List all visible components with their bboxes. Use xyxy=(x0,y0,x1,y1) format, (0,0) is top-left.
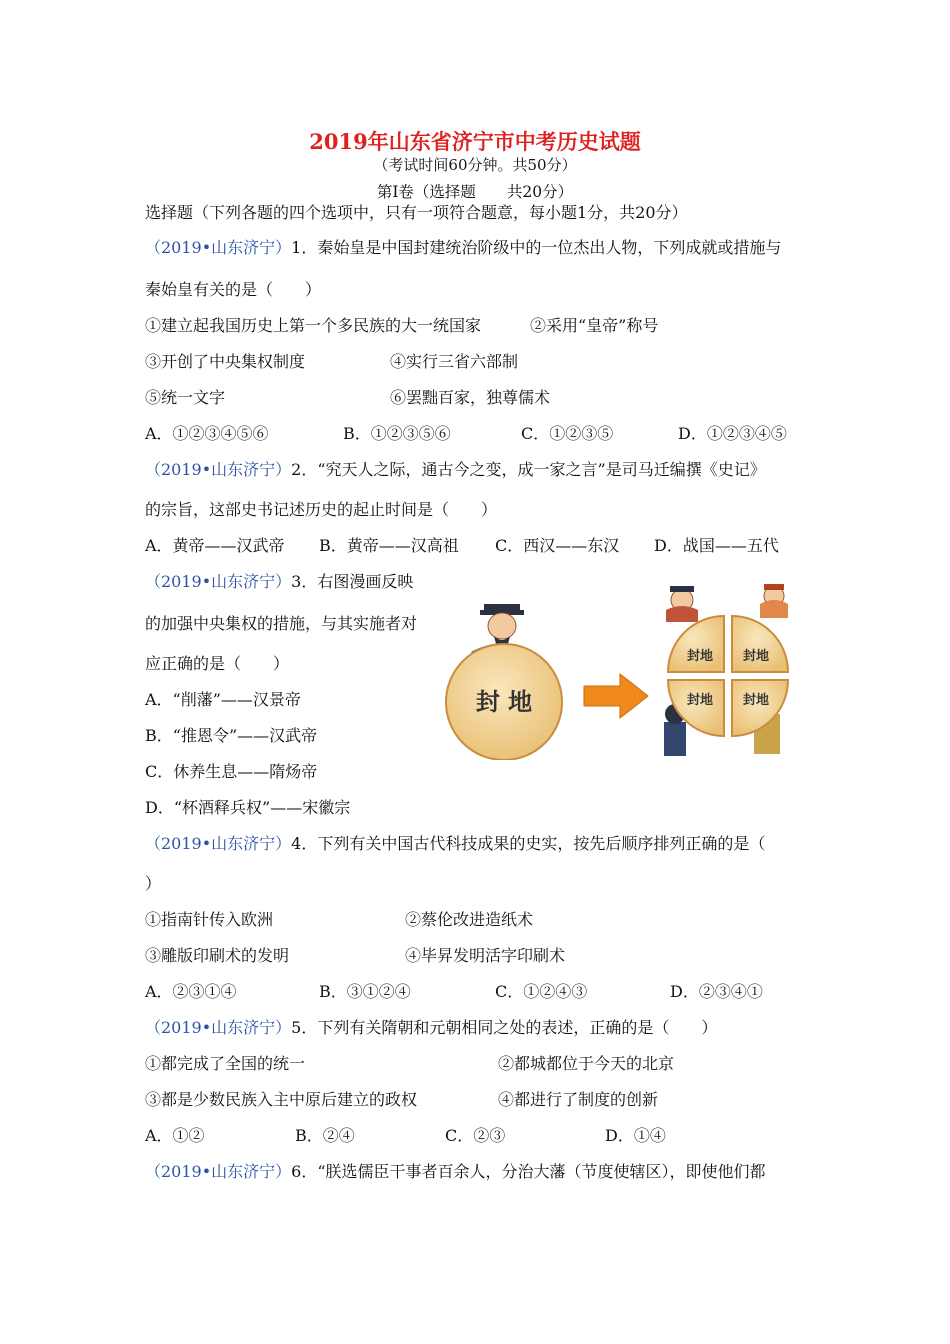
question-4-item: ①指南针传入欧洲 xyxy=(145,910,274,929)
question-source: （2019•山东济宁） xyxy=(145,1162,292,1181)
question-source: （2019•山东济宁） xyxy=(145,834,292,853)
question-1-item: ③开创了中央集权制度 xyxy=(145,352,306,371)
question-1-stem-cont: 秦始皇有关的是（ ） xyxy=(145,280,322,299)
question-3-stem-cont: 应正确的是（ ） xyxy=(145,654,290,673)
option-a[interactable]: A．①② xyxy=(145,1126,205,1145)
big-land-label: 封 地 xyxy=(475,688,533,716)
option-a[interactable]: A．“削藩”——汉景帝 xyxy=(145,690,301,709)
option-d[interactable]: D．②③④① xyxy=(670,982,763,1001)
question-1-item: ⑥罢黜百家，独尊儒术 xyxy=(390,388,551,407)
question-text: 4．下列有关中国古代科技成果的史实，按先后顺序排列正确的是（ xyxy=(291,834,766,853)
option-d[interactable]: D．①②③④⑤ xyxy=(678,424,787,443)
question-source: （2019•山东济宁） xyxy=(145,460,292,479)
option-b[interactable]: B．“推恩令”——汉武帝 xyxy=(145,726,318,745)
option-b[interactable]: B．黄帝——汉高祖 xyxy=(319,536,459,555)
question-1-item: ⑤统一文字 xyxy=(145,388,226,407)
feudal-land-cartoon xyxy=(444,582,812,760)
option-b[interactable]: B．①②③⑤⑥ xyxy=(343,424,451,443)
question-3-stem xyxy=(145,572,413,592)
option-c[interactable]: C．②③ xyxy=(445,1126,506,1145)
question-5-item: ①都完成了全国的统一 xyxy=(145,1054,306,1073)
option-d[interactable]: D．①④ xyxy=(605,1126,666,1145)
part-title: 第Ⅰ卷（选择题 共20分） xyxy=(376,183,574,201)
question-text: 6．“朕选儒臣干事者百余人，分治大藩（节度使辖区），即使他们都 xyxy=(291,1162,766,1181)
question-2-stem-cont: 的宗旨，这部史书记述历史的起止时间是（ ） xyxy=(145,500,498,519)
question-1-item: ①建立起我国历史上第一个多民族的大一统国家 xyxy=(145,316,482,335)
option-c[interactable]: C．休养生息——隋炀帝 xyxy=(145,762,318,781)
question-5-item: ②都城都位于今天的北京 xyxy=(498,1054,675,1073)
option-b[interactable]: B．③①②④ xyxy=(319,982,411,1001)
option-a[interactable]: A．黄帝——汉武帝 xyxy=(145,536,285,555)
question-text: 3．右图漫画反映 xyxy=(291,572,414,591)
question-2-stem xyxy=(145,460,766,480)
big-land-disk xyxy=(446,644,562,760)
question-3-stem-cont: 的加强中央集权的措施，与其实施者对 xyxy=(145,614,418,633)
option-a[interactable]: A．①②③④⑤⑥ xyxy=(145,424,269,443)
question-text: 5．下列有关隋朝和元朝相同之处的表述，正确的是（ ） xyxy=(291,1018,718,1037)
divided-land-disks xyxy=(668,616,788,736)
question-5-item: ③都是少数民族入主中原后建立的政权 xyxy=(145,1090,418,1109)
option-d[interactable]: D．“杯酒释兵权”——宋徽宗 xyxy=(145,798,351,817)
land-label: 封地 xyxy=(742,693,770,708)
question-source: （2019•山东济宁） xyxy=(145,572,292,591)
land-label: 封地 xyxy=(742,649,770,664)
land-label: 封地 xyxy=(686,693,714,708)
option-d[interactable]: D．战国——五代 xyxy=(654,536,779,555)
question-source: （2019•山东济宁） xyxy=(145,238,292,257)
question-1-item: ④实行三省六部制 xyxy=(390,352,519,371)
question-1-item: ②采用“皇帝”称号 xyxy=(530,316,659,335)
option-c[interactable]: C．①②④③ xyxy=(495,982,588,1001)
question-4-item: ②蔡伦改进造纸术 xyxy=(405,910,534,929)
question-text: 1．秦始皇是中国封建统治阶级中的一位杰出人物，下列成就或措施与 xyxy=(291,238,782,257)
question-4-stem-cont: ） xyxy=(145,874,162,893)
land-label: 封地 xyxy=(686,649,714,664)
exam-title: 2019年山东省济宁市中考历史试题 xyxy=(309,129,641,154)
question-5-item: ④都进行了制度的创新 xyxy=(498,1090,659,1109)
section-instruction: 选择题（下列各题的四个选项中，只有一项符合题意，每小题1分，共20分） xyxy=(145,203,688,222)
question-4-stem xyxy=(145,834,765,854)
option-c[interactable]: C．①②③⑤ xyxy=(521,424,614,443)
option-a[interactable]: A．②③①④ xyxy=(145,982,237,1001)
question-text: 2．“究天人之际，通古今之变，成一家之言”是司马迁编撰《史记》 xyxy=(291,460,766,479)
question-4-item: ③雕版印刷术的发明 xyxy=(145,946,290,965)
question-4-item: ④毕昇发明活字印刷术 xyxy=(405,946,566,965)
exam-info: （考试时间60分钟。共50分） xyxy=(373,156,577,174)
question-5-stem xyxy=(145,1018,717,1038)
question-source: （2019•山东济宁） xyxy=(145,1018,292,1037)
question-1-stem xyxy=(145,238,781,258)
option-b[interactable]: B．②④ xyxy=(295,1126,355,1145)
question-6-stem xyxy=(145,1162,766,1182)
option-c[interactable]: C．西汉——东汉 xyxy=(495,536,620,555)
arrow-icon xyxy=(584,674,648,718)
